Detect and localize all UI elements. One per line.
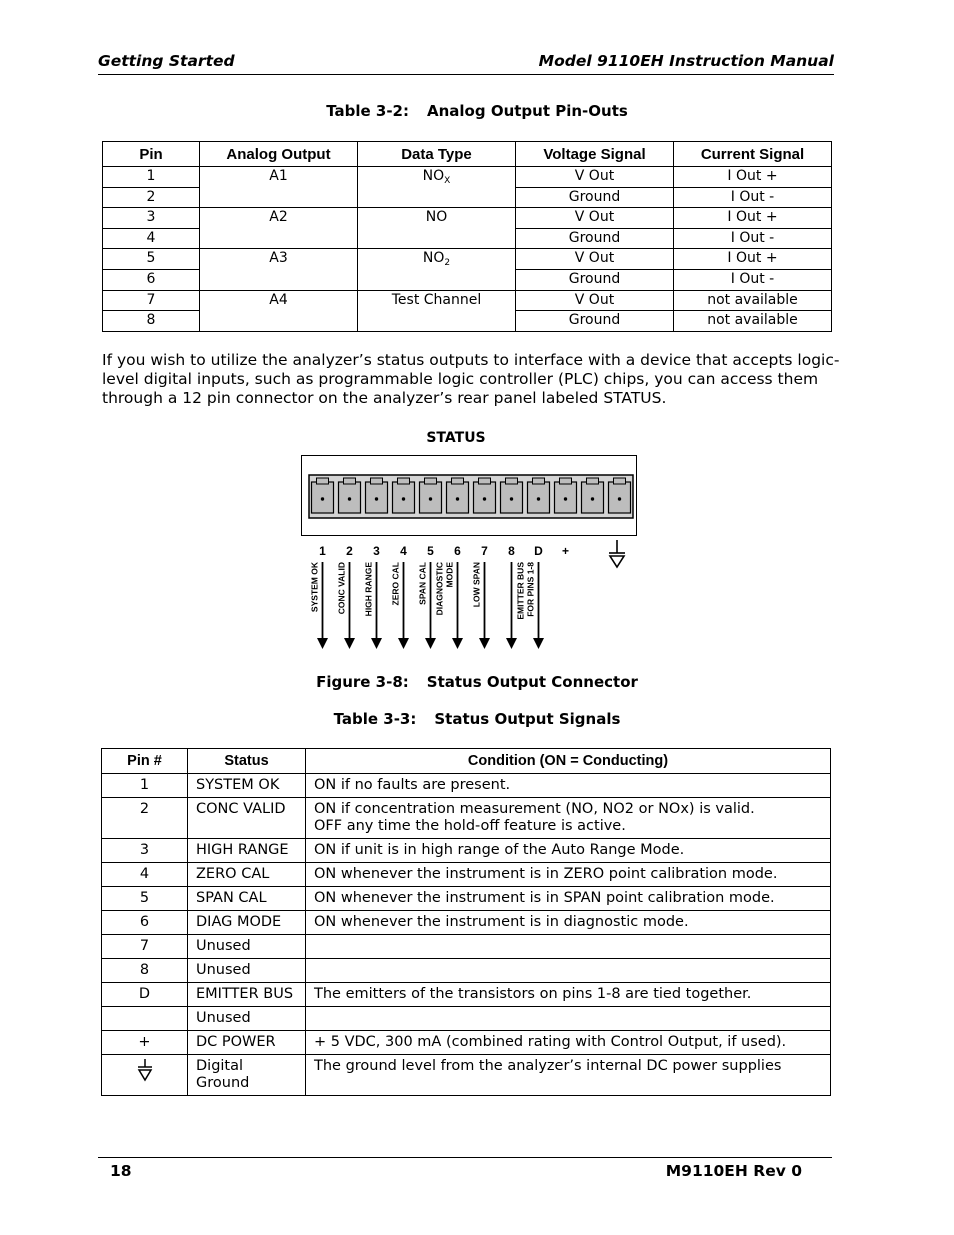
- status-cell: [188, 1007, 306, 1031]
- pin-cell: 2: [103, 187, 200, 208]
- data-type-subscript: X: [444, 176, 451, 186]
- table-row: [102, 983, 831, 1007]
- condition-cell: [306, 887, 831, 911]
- current-signal-cell: I Out +: [674, 167, 832, 188]
- column-header: Current Signal: [674, 142, 832, 167]
- table-row: [103, 208, 832, 229]
- condition-line: ON whenever the instrument is in diagnostic mode.: [314, 914, 689, 930]
- status-cell: [188, 1031, 306, 1055]
- status-cell: [188, 983, 306, 1007]
- status-cell: [188, 887, 306, 911]
- condition-cell: [306, 959, 831, 983]
- terminal-socket: [555, 478, 577, 513]
- condition-line: + 5 VDC, 300 mA (combined rating with Control Output, if used).: [314, 1034, 787, 1050]
- status-cell: [188, 935, 306, 959]
- signal-label: HIGH RANGE: [363, 562, 374, 617]
- condition-line: OFF any time the hold-off feature is active.: [314, 818, 626, 834]
- data-type-cell: [358, 208, 516, 249]
- pin-cell: 5: [102, 887, 188, 911]
- pin-label: 5: [427, 544, 434, 558]
- pin-cell: 2: [102, 798, 188, 839]
- terminal-socket: [447, 478, 469, 513]
- page-header: [98, 52, 834, 75]
- voltage-signal-cell: Ground: [516, 269, 674, 290]
- condition-cell: [306, 1031, 831, 1055]
- pin-cell: [102, 1007, 188, 1031]
- status-figure-title: STATUS: [426, 430, 486, 446]
- current-signal-cell: not available: [674, 290, 832, 311]
- terminal-socket: [501, 478, 523, 513]
- pin-cell: [102, 1055, 188, 1096]
- data-type-main: NO: [422, 250, 445, 267]
- status-line: Unused: [196, 962, 251, 978]
- terminal-socket: [474, 478, 496, 513]
- status-line: ZERO CAL: [196, 866, 270, 882]
- signal-label: ZERO CAL: [390, 562, 401, 606]
- pin-label: 4: [400, 544, 407, 558]
- signal-label: MODE: [444, 562, 455, 588]
- voltage-signal-cell: V Out: [516, 290, 674, 311]
- column-header: Data Type: [358, 142, 516, 167]
- analog-output-cell: A4: [200, 290, 358, 331]
- condition-line: The emitters of the transistors on pins 1-8 are tied together.: [314, 986, 752, 1002]
- pin-label: 7: [481, 544, 488, 558]
- status-cell: [188, 911, 306, 935]
- table-row: [102, 1031, 831, 1055]
- pin-cell: 4: [102, 863, 188, 887]
- condition-line: ON if no faults are present.: [314, 777, 511, 793]
- voltage-signal-cell: Ground: [516, 311, 674, 332]
- condition-line: ON if unit is in high range of the Auto Range Mode.: [314, 842, 685, 858]
- table-row: [102, 1007, 831, 1031]
- terminal-socket: [609, 478, 631, 513]
- column-header: Voltage Signal: [516, 142, 674, 167]
- status-outputs-paragraph: If you wish to utilize the analyzer’s status outputs to interface with a device that accepts logic-level digital inputs, such as programmable logic controller (PLC) chips, you can access them through a 12 pin connector on the analyzer’s rear panel labeled STATUS.: [102, 351, 840, 408]
- signal-label: CONC VALID: [336, 562, 347, 615]
- table-row: [102, 863, 831, 887]
- column-header: Status: [188, 749, 306, 774]
- signal-label: DIAGNOSTIC: [434, 562, 445, 616]
- pin-label: 8: [508, 544, 515, 558]
- pin-cell: 7: [102, 935, 188, 959]
- status-line: DC POWER: [196, 1034, 276, 1050]
- pin-label: D: [534, 544, 543, 558]
- data-type-main: Test Channel: [391, 291, 482, 308]
- pin-cell: 8: [103, 311, 200, 332]
- pin-cell: 3: [103, 208, 200, 229]
- data-type-main: NO: [422, 168, 445, 184]
- condition-cell: [306, 839, 831, 863]
- voltage-signal-cell: Ground: [516, 187, 674, 208]
- status-output-signals-table: [101, 748, 831, 1096]
- voltage-signal-cell: Ground: [516, 228, 674, 249]
- status-connector-diagram: [290, 450, 660, 660]
- terminal-socket: [420, 478, 442, 513]
- table-row: [102, 935, 831, 959]
- signal-label: LOW SPAN: [471, 562, 482, 608]
- section-title: Getting Started: [98, 52, 235, 70]
- status-line: Digital: [196, 1058, 244, 1074]
- condition-cell: [306, 774, 831, 798]
- pin-cell: 7: [103, 290, 200, 311]
- terminal-socket: [366, 478, 388, 513]
- terminal-socket: [393, 478, 415, 513]
- current-signal-cell: I Out -: [674, 228, 832, 249]
- caption-title: Analog Output Pin-Outs: [427, 102, 628, 120]
- column-header: Analog Output: [200, 142, 358, 167]
- table-3-2-caption: [0, 102, 954, 120]
- status-cell: [188, 798, 306, 839]
- table-row: [102, 774, 831, 798]
- manual-title: Model 9110EH Instruction Manual: [538, 52, 834, 70]
- caption-number: Table 3-2:: [326, 102, 409, 120]
- pin-cell: 1: [103, 167, 200, 188]
- column-header: Condition (ON = Conducting): [306, 749, 831, 774]
- signal-label: FOR PINS 1-8: [525, 562, 536, 617]
- status-line: Unused: [196, 938, 251, 954]
- pin-cell: 3: [102, 839, 188, 863]
- pin-cell: 4: [103, 228, 200, 249]
- status-line: Ground: [196, 1075, 250, 1091]
- current-signal-cell: I Out -: [674, 269, 832, 290]
- condition-line: ON whenever the instrument is in ZERO point calibration mode.: [314, 866, 778, 882]
- pin-cell: 8: [102, 959, 188, 983]
- pin-cell: 5: [103, 249, 200, 270]
- condition-line: ON if concentration measurement (NO, NO2 or NOx) is valid.: [314, 801, 755, 817]
- data-type-subscript: 2: [444, 258, 451, 269]
- status-cell: [188, 774, 306, 798]
- status-line: CONC VALID: [196, 801, 286, 817]
- terminal-socket: [312, 478, 334, 513]
- table-row: [102, 798, 831, 839]
- pin-label: 6: [454, 544, 461, 558]
- ground-icon: [609, 540, 625, 567]
- table-row: [102, 1055, 831, 1096]
- current-signal-cell: I Out -: [674, 187, 832, 208]
- ground-icon: [135, 1058, 155, 1082]
- table-row: [102, 887, 831, 911]
- data-type-main: NO: [425, 209, 448, 226]
- condition-cell: [306, 863, 831, 887]
- table-row: [103, 290, 832, 311]
- status-cell: [188, 1055, 306, 1096]
- column-header: Pin #: [102, 749, 188, 774]
- analog-output-cell: A1: [200, 167, 358, 208]
- condition-line: The ground level from the analyzer’s internal DC power supplies: [314, 1058, 782, 1074]
- signal-label: SYSTEM OK: [309, 562, 320, 613]
- signal-label: SPAN CAL: [417, 562, 428, 605]
- signal-label: EMITTER BUS: [515, 562, 526, 620]
- analog-output-cell: A3: [200, 249, 358, 290]
- pin-label: 3: [373, 544, 380, 558]
- voltage-signal-cell: V Out: [516, 167, 674, 188]
- caption-number: Table 3-3:: [333, 710, 417, 728]
- status-line: HIGH RANGE: [196, 842, 289, 858]
- pin-label: +: [561, 544, 570, 558]
- voltage-signal-cell: V Out: [516, 208, 674, 229]
- page-number: 18: [110, 1162, 132, 1180]
- pin-cell: 6: [102, 911, 188, 935]
- terminal-socket: [582, 478, 604, 513]
- current-signal-cell: I Out +: [674, 208, 832, 229]
- column-header: Pin: [103, 142, 200, 167]
- table-row: [102, 839, 831, 863]
- table-row: [102, 959, 831, 983]
- current-signal-cell: I Out +: [674, 249, 832, 270]
- data-type-cell: [358, 249, 516, 290]
- condition-cell: [306, 983, 831, 1007]
- caption-title: Status Output Connector: [426, 673, 638, 691]
- status-cell: [188, 839, 306, 863]
- pin-label: 2: [346, 544, 353, 558]
- voltage-signal-cell: V Out: [516, 249, 674, 270]
- caption-title: Status Output Signals: [434, 710, 621, 728]
- document-revision: M9110EH Rev 0: [665, 1162, 802, 1180]
- terminal-socket: [339, 478, 361, 513]
- table-3-3-caption: [0, 710, 954, 728]
- condition-cell: [306, 911, 831, 935]
- condition-cell: [306, 935, 831, 959]
- pin-cell: 6: [103, 269, 200, 290]
- pin-cell: +: [102, 1031, 188, 1055]
- pin-cell: D: [102, 983, 188, 1007]
- status-line: SPAN CAL: [196, 890, 267, 906]
- table-row: [103, 167, 832, 188]
- pin-cell: 1: [102, 774, 188, 798]
- table-row: [103, 249, 832, 270]
- figure-3-8-caption: [0, 673, 954, 691]
- table-row: [102, 911, 831, 935]
- page-footer: [98, 1157, 832, 1180]
- analog-output-cell: A2: [200, 208, 358, 249]
- condition-line: ON whenever the instrument is in SPAN point calibration mode.: [314, 890, 775, 906]
- pin-label: 1: [319, 544, 326, 558]
- condition-cell: [306, 1007, 831, 1031]
- status-cell: [188, 863, 306, 887]
- data-type-cell: [358, 290, 516, 331]
- caption-number: Figure 3-8:: [316, 673, 409, 691]
- status-cell: [188, 959, 306, 983]
- analog-output-table: [102, 141, 832, 332]
- terminal-socket: [528, 478, 550, 513]
- condition-cell: [306, 1055, 831, 1096]
- status-line: SYSTEM OK: [196, 777, 280, 793]
- data-type-cell: [358, 167, 516, 208]
- status-line: Unused: [196, 1010, 251, 1026]
- status-line: DIAG MODE: [196, 914, 282, 930]
- current-signal-cell: not available: [674, 311, 832, 332]
- condition-cell: [306, 798, 831, 839]
- status-line: EMITTER BUS: [196, 986, 294, 1002]
